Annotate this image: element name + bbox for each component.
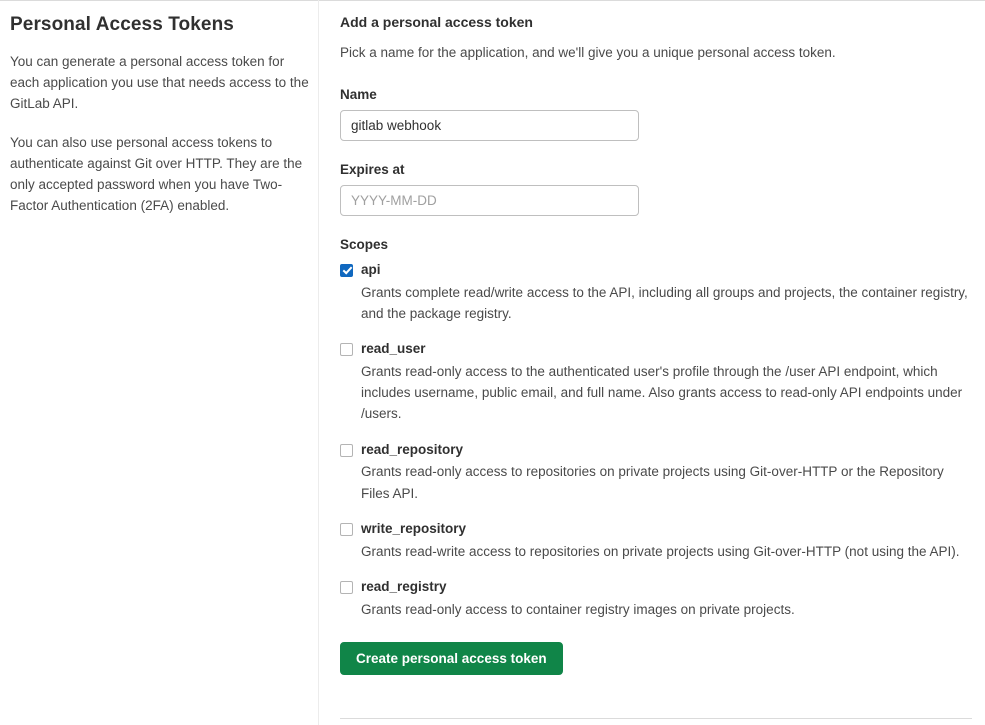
- name-label: Name: [340, 86, 377, 102]
- name-input[interactable]: [340, 110, 639, 141]
- scope-name-read-repository: read_repository: [361, 441, 464, 457]
- top-divider: [0, 0, 985, 1]
- scopes-label: Scopes: [340, 236, 389, 252]
- name-field-group: [340, 87, 972, 141]
- token-form: [340, 14, 972, 675]
- scope-description-api: Grants complete read/write access to the API, including all groups and projects, the container registry, and the package registry.: [361, 284, 968, 321]
- form-title: Add a personal access token: [340, 14, 533, 30]
- bottom-divider: [340, 718, 972, 719]
- form-subtitle: Pick a name for the application, and we'll give you a unique personal access token.: [340, 45, 836, 60]
- scope-checkbox-read-user[interactable]: [340, 343, 353, 356]
- expires-at-label: Expires at: [340, 161, 405, 177]
- scope-row-read-user: [340, 341, 972, 424]
- scope-checkbox-read-registry[interactable]: [340, 581, 353, 594]
- scope-row-read-repository: [340, 442, 972, 504]
- scope-name-write-repository: write_repository: [361, 520, 467, 536]
- column-divider: [318, 0, 319, 725]
- scope-row-api: [340, 262, 972, 324]
- info-panel: [10, 14, 310, 234]
- scope-name-read-registry: read_registry: [361, 578, 447, 594]
- scope-row-write-repository: [340, 521, 972, 562]
- scope-checkbox-api[interactable]: [340, 264, 353, 277]
- info-paragraph-1: You can generate a personal access token for each application you use that needs access to the GitLab API.: [10, 54, 309, 111]
- info-paragraph-2: You can also use personal access tokens to authenticate against Git over HTTP. They are the only accepted password when you have Two-Factor Authentication (2FA) enabled.: [10, 134, 303, 213]
- expires-at-field-group: [340, 162, 972, 216]
- scope-name-read-user: read_user: [361, 341, 426, 357]
- scope-checkbox-write-repository[interactable]: [340, 523, 353, 536]
- scope-description-read-repository: Grants read-only access to repositories on private projects using Git-over-HTTP or the Repository Files API.: [361, 464, 944, 501]
- scope-row-read-registry: [340, 579, 972, 620]
- scope-description-read-registry: Grants read-only access to container registry images on private projects.: [361, 601, 795, 617]
- scope-description-read-user: Grants read-only access to the authenticated user's profile through the /user API endpoint, which includes username, public email, and full name. Also grants access to read-only API endpoints under /users.: [361, 364, 963, 422]
- scope-description-write-repository: Grants read-write access to repositories on private projects using Git-over-HTTP (not using the API).: [361, 543, 960, 559]
- expires-at-input[interactable]: [340, 185, 639, 216]
- page-title: Personal Access Tokens: [10, 14, 234, 35]
- create-personal-access-token-button[interactable]: Create personal access token: [340, 642, 563, 676]
- scope-name-api: api: [361, 261, 381, 277]
- scope-checkbox-read-repository[interactable]: [340, 444, 353, 457]
